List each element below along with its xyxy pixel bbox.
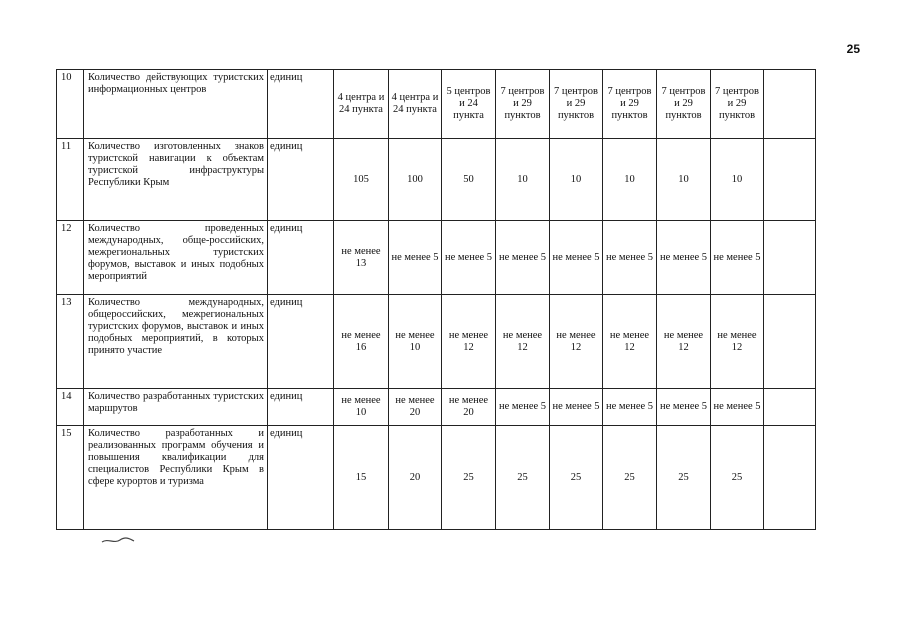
indicator-value: 20 (389, 426, 442, 530)
indicator-name: Количество международных, общероссийских, межрегиональных туристских форумов, выставок и иных подобных мероприятий, в которых принято участие (84, 295, 268, 389)
table-row (57, 221, 816, 295)
indicator-value: 10 (550, 139, 603, 221)
table-row (57, 70, 816, 139)
empty-cell (764, 389, 816, 426)
empty-cell (764, 426, 816, 530)
indicator-value: не менее 5 (603, 221, 657, 295)
indicators-table (56, 69, 816, 530)
indicator-value: не менее 5 (550, 221, 603, 295)
indicator-value: 25 (496, 426, 550, 530)
indicator-value: не менее 5 (389, 221, 442, 295)
handwritten-mark (100, 535, 136, 545)
indicator-value: 50 (442, 139, 496, 221)
indicator-name: Количество изготовленных знаков туристской навигации к объектам туристской инфраструктуры Республики Крым (84, 139, 268, 221)
row-number: 10 (57, 70, 84, 139)
indicator-name: Количество разработанных туристских маршрутов (84, 389, 268, 426)
indicator-value: 7 центров и 29 пунктов (550, 70, 603, 139)
indicator-value: 10 (603, 139, 657, 221)
indicator-value: 25 (711, 426, 764, 530)
indicator-value: не менее 5 (711, 221, 764, 295)
table-row (57, 295, 816, 389)
indicator-value: не менее 5 (442, 221, 496, 295)
empty-cell (764, 221, 816, 295)
indicator-name: Количество разработанных и реализованных программ обучения и повышения квалификации для специалистов Республики Крым в сфере курортов и туризма (84, 426, 268, 530)
indicator-value: 15 (334, 426, 389, 530)
row-number: 13 (57, 295, 84, 389)
indicator-value: 10 (711, 139, 764, 221)
indicator-value: не менее 12 (550, 295, 603, 389)
indicator-value: не менее 10 (389, 295, 442, 389)
indicator-value: 7 центров и 29 пунктов (657, 70, 711, 139)
indicator-name: Количество действующих туристских информационных центров (84, 70, 268, 139)
table-row (57, 426, 816, 530)
indicator-value: не менее 5 (496, 221, 550, 295)
indicator-value: не менее 12 (603, 295, 657, 389)
page-number: 25 (846, 42, 860, 56)
unit-of-measure: единиц (268, 295, 334, 389)
indicator-value: 10 (657, 139, 711, 221)
empty-cell (764, 139, 816, 221)
indicator-value: 25 (603, 426, 657, 530)
indicator-value: 10 (496, 139, 550, 221)
table-row (57, 139, 816, 221)
empty-cell (764, 70, 816, 139)
indicator-value: не менее 12 (657, 295, 711, 389)
indicator-value: не менее 5 (496, 389, 550, 426)
indicator-value: 105 (334, 139, 389, 221)
indicator-value: не менее 5 (657, 221, 711, 295)
unit-of-measure: единиц (268, 389, 334, 426)
indicator-value: 4 центра и 24 пункта (334, 70, 389, 139)
indicator-value: 5 центров и 24 пункта (442, 70, 496, 139)
indicator-value: не менее 12 (711, 295, 764, 389)
indicator-value: 4 центра и 24 пункта (389, 70, 442, 139)
indicator-value: не менее 5 (711, 389, 764, 426)
indicator-value: не менее 13 (334, 221, 389, 295)
indicator-value: 25 (657, 426, 711, 530)
indicator-value: 25 (442, 426, 496, 530)
indicator-value: не менее 20 (442, 389, 496, 426)
indicator-value: не менее 12 (496, 295, 550, 389)
indicator-value: 100 (389, 139, 442, 221)
indicator-name: Количество проведенных международных, обще-российских, межрегиональных туристских форумов, выставок и иных подобных мероприятий (84, 221, 268, 295)
indicator-value: 7 центров и 29 пунктов (603, 70, 657, 139)
indicator-value: 25 (550, 426, 603, 530)
unit-of-measure: единиц (268, 426, 334, 530)
unit-of-measure: единиц (268, 70, 334, 139)
unit-of-measure: единиц (268, 221, 334, 295)
row-number: 12 (57, 221, 84, 295)
indicator-value: 7 центров и 29 пунктов (496, 70, 550, 139)
table-row (57, 389, 816, 426)
indicator-value: не менее 5 (657, 389, 711, 426)
indicator-value: не менее 20 (389, 389, 442, 426)
row-number: 14 (57, 389, 84, 426)
indicator-value: не менее 16 (334, 295, 389, 389)
indicator-value: не менее 10 (334, 389, 389, 426)
row-number: 11 (57, 139, 84, 221)
indicator-value: не менее 5 (603, 389, 657, 426)
unit-of-measure: единиц (268, 139, 334, 221)
indicator-value: не менее 12 (442, 295, 496, 389)
indicator-value: не менее 5 (550, 389, 603, 426)
empty-cell (764, 295, 816, 389)
row-number: 15 (57, 426, 84, 530)
indicator-value: 7 центров и 29 пунктов (711, 70, 764, 139)
